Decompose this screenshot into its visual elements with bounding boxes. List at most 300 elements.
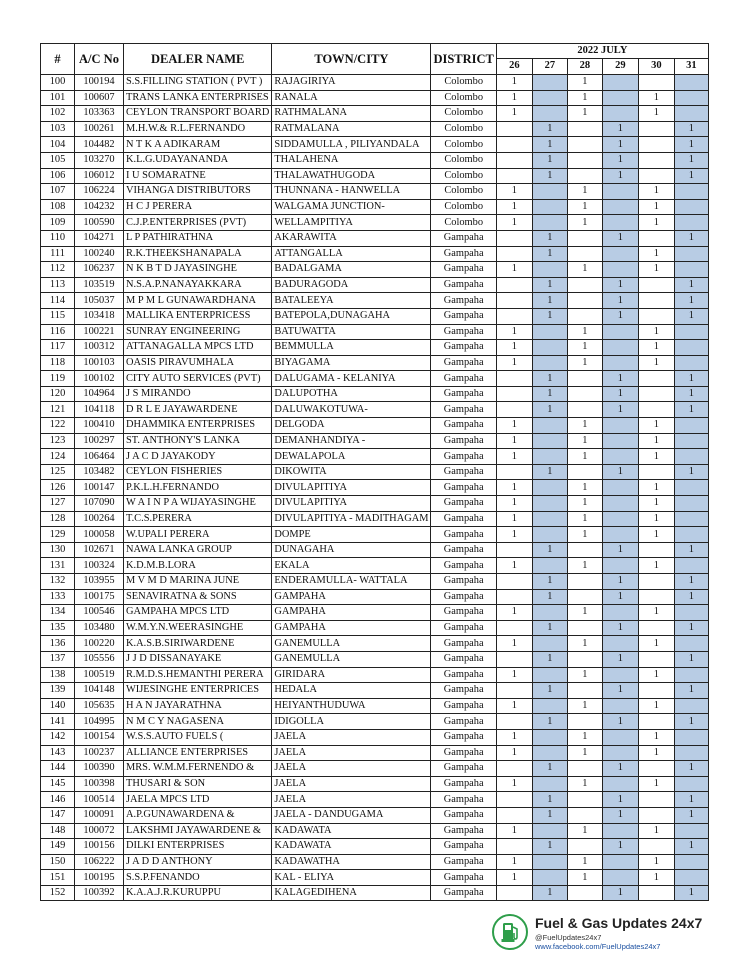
district-cell: Gampaha — [431, 729, 496, 745]
day-29-cell — [602, 418, 638, 434]
day-26-cell — [496, 542, 532, 558]
day-31-cell: 1 — [674, 620, 708, 636]
row-index-cell: 151 — [41, 870, 75, 886]
district-cell: Gampaha — [431, 885, 496, 901]
dealer-name-cell: J A C D JAYAKODY — [124, 449, 272, 465]
town-cell: BEMMULLA — [272, 340, 431, 356]
day-31-cell — [674, 324, 708, 340]
table-row — [41, 262, 709, 278]
day-28-cell: 1 — [567, 433, 602, 449]
day-27-cell: 1 — [532, 464, 567, 480]
town-cell: ENDERAMULLA- WATTALA — [272, 574, 431, 590]
day-26-cell — [496, 761, 532, 777]
dealer-name-cell: T.C.S.PERERA — [124, 511, 272, 527]
day-30-cell: 1 — [638, 246, 674, 262]
day-29-cell: 1 — [602, 792, 638, 808]
day-27-cell: 1 — [532, 293, 567, 309]
day-28-cell: 1 — [567, 511, 602, 527]
account-number-cell: 100103 — [75, 355, 124, 371]
row-index-cell: 140 — [41, 698, 75, 714]
account-number-cell: 100091 — [75, 807, 124, 823]
dealer-name-cell: SUNRAY ENGINEERING — [124, 324, 272, 340]
table-row — [41, 371, 709, 387]
town-cell: BADURAGODA — [272, 277, 431, 293]
day-29-cell — [602, 215, 638, 231]
town-cell: JAELA — [272, 776, 431, 792]
table-row — [41, 776, 709, 792]
day-28-cell: 1 — [567, 605, 602, 621]
day-31-cell — [674, 870, 708, 886]
district-cell: Colombo — [431, 152, 496, 168]
day-26-cell — [496, 152, 532, 168]
dealer-name-cell: LAKSHMI JAYAWARDENE & — [124, 823, 272, 839]
town-cell: RANALA — [272, 90, 431, 106]
day-26-cell — [496, 246, 532, 262]
day-28-cell: 1 — [567, 776, 602, 792]
dealer-name-cell: CEYLON FISHERIES — [124, 464, 272, 480]
day-28-cell: 1 — [567, 480, 602, 496]
table-row — [41, 199, 709, 215]
day-30-cell — [638, 386, 674, 402]
day-27-cell: 1 — [532, 792, 567, 808]
town-cell: BATALEEYA — [272, 293, 431, 309]
day-28-cell: 1 — [567, 418, 602, 434]
account-number-cell: 104964 — [75, 386, 124, 402]
day-27-cell: 1 — [532, 807, 567, 823]
row-index-cell: 145 — [41, 776, 75, 792]
day-28-cell: 1 — [567, 355, 602, 371]
day-29-cell — [602, 745, 638, 761]
day-30-cell — [638, 308, 674, 324]
day-26-cell — [496, 371, 532, 387]
district-cell: Gampaha — [431, 745, 496, 761]
row-index-cell: 135 — [41, 620, 75, 636]
district-cell: Gampaha — [431, 839, 496, 855]
day-26-cell — [496, 714, 532, 730]
day-27-cell: 1 — [532, 839, 567, 855]
town-cell: DIVULAPITIYA — [272, 480, 431, 496]
day-26-cell — [496, 168, 532, 184]
table-row — [41, 230, 709, 246]
header-day-30: 30 — [638, 58, 674, 74]
day-27-cell: 1 — [532, 651, 567, 667]
dealer-name-cell: OASIS PIRAVUMHALA — [124, 355, 272, 371]
town-cell: BATUWATTA — [272, 324, 431, 340]
row-index-cell: 138 — [41, 667, 75, 683]
town-cell: DALUPOTHA — [272, 386, 431, 402]
day-27-cell — [532, 745, 567, 761]
account-number-cell: 100058 — [75, 527, 124, 543]
day-29-cell: 1 — [602, 807, 638, 823]
account-number-cell: 100156 — [75, 839, 124, 855]
day-31-cell: 1 — [674, 885, 708, 901]
account-number-cell: 100072 — [75, 823, 124, 839]
district-cell: Colombo — [431, 90, 496, 106]
row-index-cell: 125 — [41, 464, 75, 480]
account-number-cell: 100546 — [75, 605, 124, 621]
day-31-cell: 1 — [674, 402, 708, 418]
dealer-name-cell: K.A.A.J.R.KURUPPU — [124, 885, 272, 901]
district-cell: Gampaha — [431, 542, 496, 558]
row-index-cell: 118 — [41, 355, 75, 371]
day-30-cell — [638, 651, 674, 667]
district-cell: Gampaha — [431, 418, 496, 434]
day-28-cell: 1 — [567, 262, 602, 278]
dealer-name-cell: A.P.GUNAWARDENA & — [124, 807, 272, 823]
day-28-cell: 1 — [567, 106, 602, 122]
town-cell: DIKOWITA — [272, 464, 431, 480]
town-cell: WALGAMA JUNCTION- — [272, 199, 431, 215]
account-number-cell: 105556 — [75, 651, 124, 667]
day-28-cell — [567, 792, 602, 808]
day-29-cell — [602, 870, 638, 886]
district-cell: Colombo — [431, 106, 496, 122]
day-28-cell: 1 — [567, 527, 602, 543]
town-cell: HEIYANTHUDUWA — [272, 698, 431, 714]
day-27-cell: 1 — [532, 137, 567, 153]
day-29-cell — [602, 199, 638, 215]
day-27-cell — [532, 667, 567, 683]
table-row — [41, 386, 709, 402]
table-row — [41, 184, 709, 200]
account-number-cell: 100240 — [75, 246, 124, 262]
footer-url[interactable]: www.facebook.com/FuelUpdates24x7 — [535, 942, 661, 951]
day-29-cell — [602, 854, 638, 870]
dealer-name-cell: W.UPALI PERERA — [124, 527, 272, 543]
account-number-cell: 100410 — [75, 418, 124, 434]
day-29-cell: 1 — [602, 574, 638, 590]
town-cell: HEDALA — [272, 683, 431, 699]
day-30-cell: 1 — [638, 262, 674, 278]
table-row — [41, 215, 709, 231]
table-row — [41, 807, 709, 823]
table-row — [41, 885, 709, 901]
account-number-cell: 100519 — [75, 667, 124, 683]
day-27-cell: 1 — [532, 277, 567, 293]
district-cell: Gampaha — [431, 262, 496, 278]
day-28-cell: 1 — [567, 729, 602, 745]
day-31-cell — [674, 605, 708, 621]
dealer-name-cell: L P PATHIRATHNA — [124, 230, 272, 246]
town-cell: AKARAWITA — [272, 230, 431, 246]
dealer-name-cell: DHAMMIKA ENTERPRISES — [124, 418, 272, 434]
day-28-cell — [567, 386, 602, 402]
day-26-cell: 1 — [496, 511, 532, 527]
town-cell: GAMPAHA — [272, 589, 431, 605]
day-31-cell: 1 — [674, 714, 708, 730]
town-cell: THUNNANA - HANWELLA — [272, 184, 431, 200]
row-index-cell: 130 — [41, 542, 75, 558]
day-28-cell — [567, 230, 602, 246]
dealer-name-cell: M V M D MARINA JUNE — [124, 574, 272, 590]
day-28-cell: 1 — [567, 90, 602, 106]
day-29-cell — [602, 106, 638, 122]
day-28-cell: 1 — [567, 199, 602, 215]
account-number-cell: 104118 — [75, 402, 124, 418]
dealer-name-cell: S.S.P.FENANDO — [124, 870, 272, 886]
header-town-city: TOWN/CITY — [272, 44, 431, 75]
day-31-cell: 1 — [674, 761, 708, 777]
table-row — [41, 714, 709, 730]
account-number-cell: 100175 — [75, 589, 124, 605]
table-row — [41, 152, 709, 168]
town-cell: KADAWATA — [272, 839, 431, 855]
account-number-cell: 103418 — [75, 308, 124, 324]
table-row — [41, 418, 709, 434]
day-28-cell — [567, 464, 602, 480]
day-28-cell: 1 — [567, 870, 602, 886]
day-26-cell: 1 — [496, 823, 532, 839]
district-cell: Gampaha — [431, 636, 496, 652]
account-number-cell: 107090 — [75, 496, 124, 512]
day-29-cell — [602, 480, 638, 496]
dealer-name-cell: ATTANAGALLA MPCS LTD — [124, 340, 272, 356]
row-index-cell: 127 — [41, 496, 75, 512]
district-cell: Gampaha — [431, 496, 496, 512]
day-26-cell: 1 — [496, 729, 532, 745]
day-31-cell — [674, 480, 708, 496]
day-30-cell: 1 — [638, 215, 674, 231]
day-29-cell: 1 — [602, 168, 638, 184]
table-row — [41, 121, 709, 137]
dealer-name-cell: C.J.P.ENTERPRISES (PVT) — [124, 215, 272, 231]
dealer-name-cell: N K B T D JAYASINGHE — [124, 262, 272, 278]
row-index-cell: 101 — [41, 90, 75, 106]
row-index-cell: 121 — [41, 402, 75, 418]
row-index-cell: 111 — [41, 246, 75, 262]
day-30-cell — [638, 885, 674, 901]
day-28-cell: 1 — [567, 854, 602, 870]
day-27-cell — [532, 729, 567, 745]
dealer-name-cell: W A I N P A WIJAYASINGHE — [124, 496, 272, 512]
account-number-cell: 103482 — [75, 464, 124, 480]
day-26-cell: 1 — [496, 667, 532, 683]
day-26-cell: 1 — [496, 854, 532, 870]
district-cell: Gampaha — [431, 386, 496, 402]
row-index-cell: 141 — [41, 714, 75, 730]
town-cell: GIRIDARA — [272, 667, 431, 683]
day-26-cell: 1 — [496, 745, 532, 761]
day-27-cell — [532, 355, 567, 371]
row-index-cell: 105 — [41, 152, 75, 168]
dealer-name-cell: K.D.M.B.LORA — [124, 558, 272, 574]
row-index-cell: 109 — [41, 215, 75, 231]
table-row — [41, 542, 709, 558]
day-31-cell: 1 — [674, 230, 708, 246]
district-cell: Gampaha — [431, 589, 496, 605]
day-27-cell: 1 — [532, 308, 567, 324]
day-29-cell: 1 — [602, 230, 638, 246]
day-26-cell: 1 — [496, 106, 532, 122]
town-cell: GAMPAHA — [272, 605, 431, 621]
day-28-cell — [567, 152, 602, 168]
row-index-cell: 115 — [41, 308, 75, 324]
account-number-cell: 105635 — [75, 698, 124, 714]
day-26-cell: 1 — [496, 527, 532, 543]
table-row — [41, 761, 709, 777]
day-29-cell — [602, 90, 638, 106]
table-row — [41, 168, 709, 184]
day-26-cell — [496, 885, 532, 901]
town-cell: DEMANHANDIYA - — [272, 433, 431, 449]
account-number-cell: 100147 — [75, 480, 124, 496]
day-30-cell — [638, 293, 674, 309]
day-26-cell — [496, 807, 532, 823]
day-30-cell: 1 — [638, 90, 674, 106]
day-31-cell: 1 — [674, 308, 708, 324]
day-28-cell — [567, 839, 602, 855]
account-number-cell: 103955 — [75, 574, 124, 590]
account-number-cell: 103480 — [75, 620, 124, 636]
row-index-cell: 117 — [41, 340, 75, 356]
row-index-cell: 148 — [41, 823, 75, 839]
day-30-cell — [638, 402, 674, 418]
account-number-cell: 103519 — [75, 277, 124, 293]
header-dealer-name: DEALER NAME — [124, 44, 272, 75]
town-cell: IDIGOLLA — [272, 714, 431, 730]
day-31-cell — [674, 527, 708, 543]
dealer-name-cell: J J D DISSANAYAKE — [124, 651, 272, 667]
district-cell: Gampaha — [431, 854, 496, 870]
district-cell: Gampaha — [431, 792, 496, 808]
day-29-cell: 1 — [602, 589, 638, 605]
day-28-cell — [567, 246, 602, 262]
day-29-cell: 1 — [602, 137, 638, 153]
header-index: # — [41, 44, 75, 75]
day-31-cell: 1 — [674, 168, 708, 184]
dealer-name-cell: R.M.D.S.HEMANTHI PERERA — [124, 667, 272, 683]
table-row — [41, 839, 709, 855]
account-number-cell: 100195 — [75, 870, 124, 886]
town-cell: KADAWATHA — [272, 854, 431, 870]
day-28-cell — [567, 168, 602, 184]
district-cell: Gampaha — [431, 464, 496, 480]
town-cell: DALUGAMA - KELANIYA — [272, 371, 431, 387]
table-row — [41, 324, 709, 340]
day-27-cell — [532, 90, 567, 106]
district-cell: Gampaha — [431, 605, 496, 621]
day-27-cell — [532, 636, 567, 652]
day-30-cell — [638, 839, 674, 855]
day-27-cell: 1 — [532, 761, 567, 777]
account-number-cell: 100102 — [75, 371, 124, 387]
town-cell: JAELA — [272, 745, 431, 761]
day-28-cell — [567, 121, 602, 137]
day-30-cell: 1 — [638, 480, 674, 496]
district-cell: Gampaha — [431, 293, 496, 309]
account-number-cell: 104271 — [75, 230, 124, 246]
district-cell: Colombo — [431, 137, 496, 153]
day-29-cell: 1 — [602, 885, 638, 901]
day-26-cell — [496, 121, 532, 137]
district-cell: Gampaha — [431, 277, 496, 293]
day-26-cell: 1 — [496, 324, 532, 340]
day-30-cell — [638, 807, 674, 823]
day-26-cell — [496, 230, 532, 246]
day-30-cell — [638, 121, 674, 137]
day-29-cell — [602, 511, 638, 527]
header-account-number: A/C No — [75, 44, 124, 75]
header-district: DISTRICT — [431, 44, 496, 75]
footer-handle: @FuelUpdates24x7 — [535, 933, 602, 942]
town-cell: THALAWATHUGODA — [272, 168, 431, 184]
day-26-cell: 1 — [496, 870, 532, 886]
day-28-cell: 1 — [567, 745, 602, 761]
account-number-cell: 100607 — [75, 90, 124, 106]
dealer-name-cell: SENAVIRATNA & SONS — [124, 589, 272, 605]
day-30-cell — [638, 589, 674, 605]
row-index-cell: 146 — [41, 792, 75, 808]
header-day-29: 29 — [602, 58, 638, 74]
day-31-cell — [674, 449, 708, 465]
day-27-cell: 1 — [532, 402, 567, 418]
footer-title: Fuel & Gas Updates 24x7 — [535, 915, 703, 931]
dealer-name-cell: H C J PERERA — [124, 199, 272, 215]
account-number-cell: 104232 — [75, 199, 124, 215]
account-number-cell: 102671 — [75, 542, 124, 558]
account-number-cell: 106222 — [75, 854, 124, 870]
day-28-cell — [567, 651, 602, 667]
day-27-cell: 1 — [532, 589, 567, 605]
dealer-name-cell: D R L E JAYAWARDENE — [124, 402, 272, 418]
day-27-cell — [532, 340, 567, 356]
town-cell: THALAHENA — [272, 152, 431, 168]
day-26-cell — [496, 683, 532, 699]
day-27-cell: 1 — [532, 168, 567, 184]
account-number-cell: 100154 — [75, 729, 124, 745]
day-30-cell: 1 — [638, 340, 674, 356]
table-row — [41, 527, 709, 543]
day-26-cell: 1 — [496, 558, 532, 574]
table-row — [41, 854, 709, 870]
day-31-cell — [674, 90, 708, 106]
town-cell: DELGODA — [272, 418, 431, 434]
row-index-cell: 152 — [41, 885, 75, 901]
day-28-cell — [567, 574, 602, 590]
day-29-cell — [602, 698, 638, 714]
dealer-name-cell: TRANS LANKA ENTERPRISES — [124, 90, 272, 106]
day-31-cell — [674, 745, 708, 761]
dealer-name-cell: J A D D ANTHONY — [124, 854, 272, 870]
day-30-cell: 1 — [638, 184, 674, 200]
district-cell: Gampaha — [431, 449, 496, 465]
day-27-cell: 1 — [532, 683, 567, 699]
day-31-cell — [674, 496, 708, 512]
day-28-cell — [567, 542, 602, 558]
day-29-cell: 1 — [602, 277, 638, 293]
town-cell: BIYAGAMA — [272, 355, 431, 371]
day-27-cell — [532, 199, 567, 215]
table-row — [41, 106, 709, 122]
day-30-cell — [638, 371, 674, 387]
day-31-cell: 1 — [674, 807, 708, 823]
day-26-cell — [496, 137, 532, 153]
account-number-cell: 100398 — [75, 776, 124, 792]
day-27-cell: 1 — [532, 230, 567, 246]
day-27-cell: 1 — [532, 246, 567, 262]
dealer-name-cell: M P M L GUNAWARDHANA — [124, 293, 272, 309]
day-26-cell: 1 — [496, 418, 532, 434]
town-cell: KALAGEDIHENA — [272, 885, 431, 901]
town-cell: DIVULAPITIYA - MADITHAGAM — [272, 511, 431, 527]
day-26-cell: 1 — [496, 75, 532, 91]
account-number-cell: 100220 — [75, 636, 124, 652]
account-number-cell: 100390 — [75, 761, 124, 777]
dealer-name-cell: W.S.S.AUTO FUELS ( — [124, 729, 272, 745]
town-cell: DOMPE — [272, 527, 431, 543]
account-number-cell: 100194 — [75, 75, 124, 91]
row-index-cell: 122 — [41, 418, 75, 434]
